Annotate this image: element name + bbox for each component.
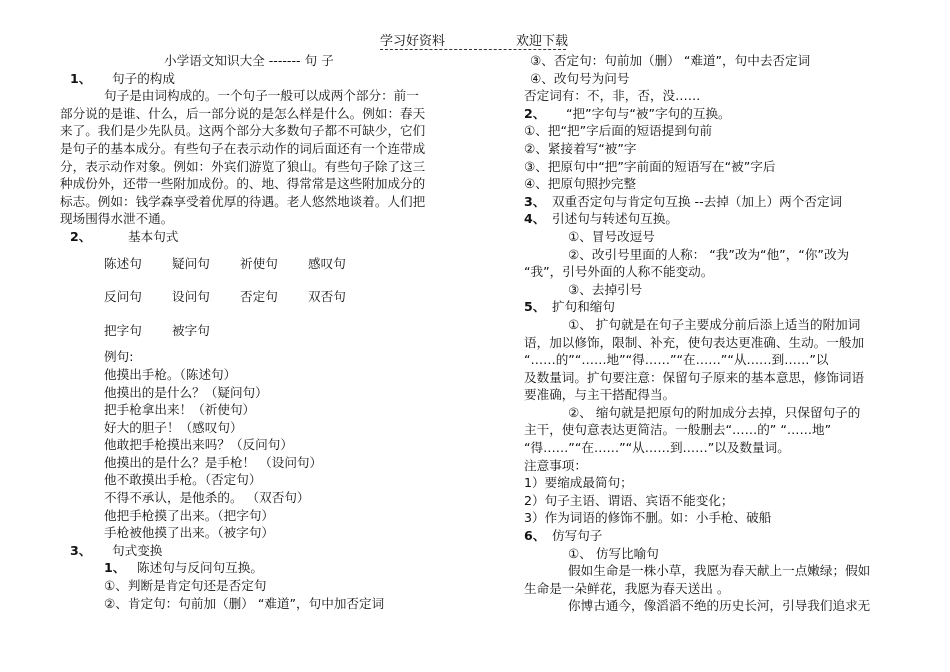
example-line: 不得不承认，是他杀的。 （双否句）	[104, 490, 310, 506]
section-4-heading: 4、 引述句与转述句互换。	[524, 211, 678, 227]
para-line: 分，表示动作对象。例如：外宾们游览了狼山。有些句子除了这三	[60, 158, 426, 174]
example-line: 他摸出手枪。（陈述句）	[104, 366, 237, 382]
negation-words: 否定词有：不，非，否，没……	[524, 88, 701, 104]
examples-label: 例句:	[104, 349, 134, 365]
para-line: 假如生命是一株小草，我愿为春天献上一点嫩绿；假如	[568, 563, 871, 579]
para-line: 是句子的基本成分。有些句子在表示动作的词后面还有一个连带成	[60, 140, 426, 156]
para-line: 来了。我们是少先队员。这两个部分大多数句子都不可缺少，它们	[60, 123, 426, 139]
list-item: ②、肯定句：句前加（删） “难道”，句中加否定词	[104, 595, 385, 611]
list-item: ④、把原句照抄完整	[524, 176, 637, 192]
sentence-types-row-2: 反问句 设问句 否定句 双否句	[104, 289, 346, 305]
section-6-heading: 6、 仿写句子	[524, 528, 603, 544]
section-5-heading: 5、 扩句和缩句	[524, 299, 615, 315]
list-item: ③、把原句中“把”字前面的短语写在“被”字后	[524, 158, 776, 174]
para-line: 生命是一朵鲜花，我愿为春天送出 。	[524, 580, 730, 596]
section-3-heading: 3、 句式变换	[70, 542, 163, 558]
para-line: 主干，使句意表达更简洁。一般删去“……的” “……地”	[524, 422, 832, 438]
section-1-heading: 1、 句子的构成	[70, 70, 175, 86]
doc-title: 小学语文知识大全 ------- 句 子	[164, 53, 334, 68]
para-line: 种成份外，还带一些附加成份。的、地、得常常是这些附加成分的	[60, 176, 426, 192]
para-line: 你博古通今，像滔滔不绝的历史长河，引导我们追求无	[568, 598, 871, 614]
note-item: 3）作为词语的修饰不删。如：小手枪、破船	[524, 510, 772, 526]
para-line: 标志。例如：钱学森享受着优厚的待遇。老人悠然地谈着。人们把	[60, 193, 426, 209]
para-line: 要准确，与主干搭配得当。	[524, 387, 676, 403]
list-item-cont: “我”，引号外面的人称不能变动。	[524, 264, 714, 280]
para-line: 及数量词。扩句要注意：保留句子原来的基本意思，修饰词语	[524, 369, 865, 385]
para-line: “得……”“在……”“从……到……”以及数量词。	[524, 440, 790, 456]
left-column	[60, 52, 435, 612]
sentence-types-row-3: 把字句 被字句	[104, 322, 210, 338]
section-3-1-heading: 1、 陈述句与反问句互换。	[104, 560, 263, 576]
note-item: 1）要缩成最简句；	[524, 475, 633, 491]
list-item: ③、去掉引号	[568, 281, 643, 297]
list-item: ①、冒号改逗号	[568, 228, 655, 244]
list-item: ③、否定句：句前加（删） “难道”，句中去否定词	[530, 53, 811, 68]
list-item: ②、紧接着写“被”字	[524, 140, 637, 156]
right-column	[524, 52, 890, 615]
note-item: 2）句子主语、谓语、宾语不能变化；	[524, 492, 734, 508]
para-line: 部分说的是谁、什么，后一部分说的是怎么样是什么。例如：春天	[60, 105, 426, 121]
header-right: 欢迎下载	[516, 34, 569, 49]
sentence-types-row-1: 陈述句 疑问句 祈使句 感叹句	[104, 255, 346, 271]
list-item: ①、判断是肯定句还是否定句	[104, 578, 267, 594]
header-left: 学习好资料	[380, 34, 446, 49]
notes-label: 注意事项：	[524, 457, 587, 473]
list-item: ④、改句号为问号	[530, 70, 630, 86]
section-3-heading: 3、 双重否定句与肯定句互换 --去掉（加上）两个否定词	[524, 193, 843, 209]
example-line: 手枪被他摸了出来。（被字句）	[104, 525, 275, 541]
para-line: ①、 扩句就是在句子主要成分前后添上适当的附加词	[568, 316, 861, 332]
section-2-heading: 2、 基本句式	[70, 228, 179, 244]
list-item: ①、 仿写比喻句	[568, 545, 659, 561]
para-line: “……的”“……地”“得……”“在……”“从……到……”以	[524, 352, 829, 368]
header-underline	[380, 49, 566, 50]
para-line: 句子是由词构成的。一个句子一般可以成两个部分：前一	[104, 88, 419, 104]
example-line: 他不敢摸出手枪。（否定句）	[104, 472, 262, 488]
example-line: 他摸出的是什么？是手枪！ （设问句）	[104, 454, 323, 470]
para-line: ②、 缩句就是把原句的附加成分去掉，只保留句子的	[568, 404, 861, 420]
example-line: 把手枪拿出来！（祈使句）	[104, 402, 256, 418]
example-line: 好大的胆子！（感叹句）	[104, 419, 243, 435]
para-line: 语，加以修饰，限制、补充，使句表达更准确、生动。一般加	[524, 334, 865, 350]
list-item: ②、改引号里面的人称： “我”改为“他”，“你”改为	[568, 246, 850, 262]
section-2-heading: 2、 “把”字句与“被”字句的互换。	[524, 105, 731, 121]
example-line: 他把手枪摸了出来。（把字句）	[104, 507, 275, 523]
example-line: 他敢把手枪摸出来吗？（反问句）	[104, 437, 293, 453]
para-line: 现场围得水泄不通。	[60, 211, 174, 227]
list-item: ①、把“把”字后面的短语提到句前	[524, 123, 713, 139]
example-line: 他摸出的是什么？（疑问句）	[104, 384, 268, 400]
